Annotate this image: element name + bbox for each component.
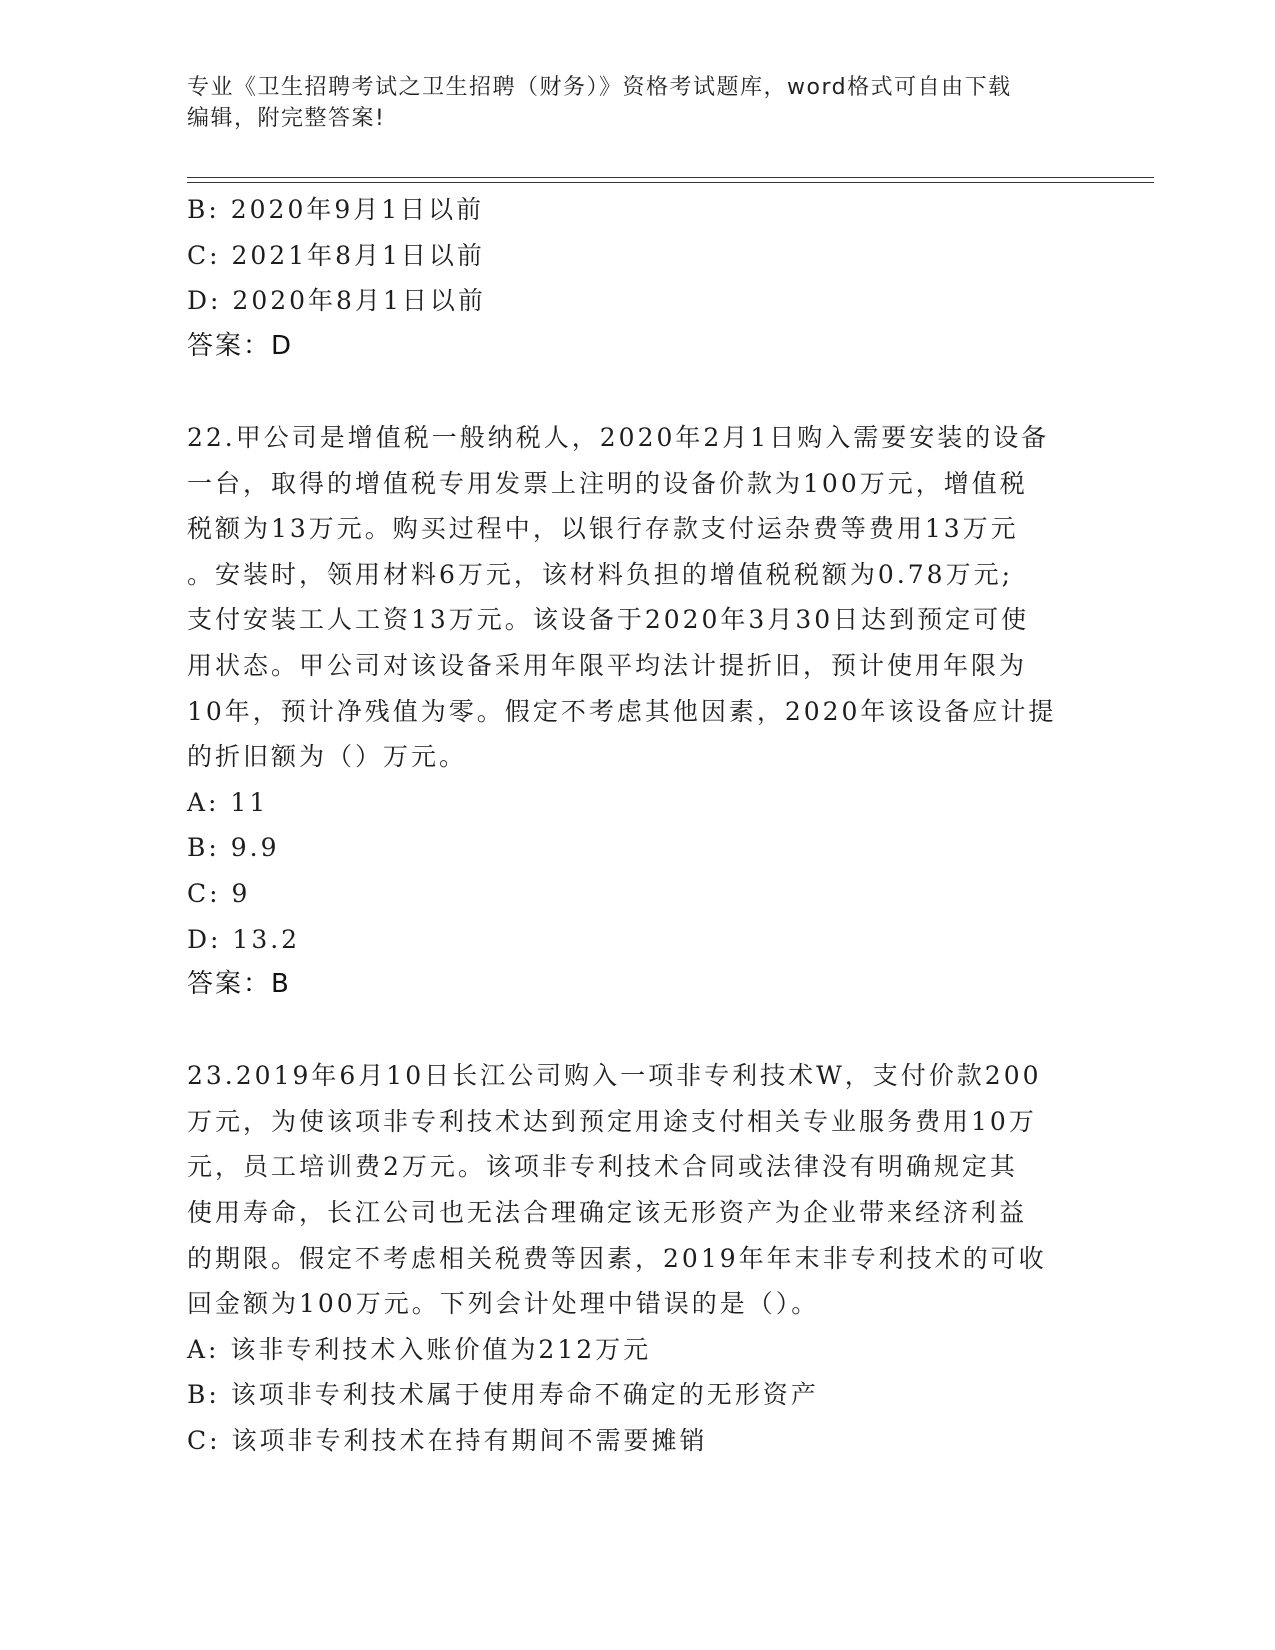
option-b: B: 9.9 — [187, 833, 280, 863]
header-line-2: 编辑，附完整答案! — [187, 106, 386, 131]
option-b: B: 该项非专利技术属于使用寿命不确定的无形资产 — [187, 1380, 819, 1410]
question-stem-line: 支付安装工人工资13万元。该设备于2020年3月30日达到预定可使 — [187, 605, 1030, 635]
question-stem-line: 万元，为使该项非专利技术达到预定用途支付相关专业服务费用10万 — [187, 1106, 1037, 1136]
document-body — [187, 187, 1087, 1464]
header-divider-top — [187, 177, 1154, 178]
question-stem-line: 23.2019年6月10日长江公司购入一项非专利技术W，支付价款200 — [187, 1061, 1042, 1091]
question-stem-line: 元，员工培训费2万元。该项非专利技术合同或法律没有明确规定其 — [187, 1152, 1018, 1182]
previous-question — [187, 187, 1087, 369]
question-stem-line: 回金额为100万元。下列会计处理中错误的是（）。 — [187, 1289, 820, 1319]
header-divider-bottom — [187, 182, 1154, 183]
question-stem-line: 用状态。甲公司对该设备采用年限平均法计提折旧，预计使用年限为 — [187, 650, 1028, 680]
question-stem-line: 使用寿命，长江公司也无法合理确定该无形资产为企业带来经济利益 — [187, 1198, 1028, 1228]
question-stem-line: 的期限。假定不考虑相关税费等因素，2019年年末非专利技术的可收 — [187, 1243, 1047, 1273]
blank-line — [187, 1008, 1087, 1054]
question-22 — [187, 415, 1087, 1008]
option-c: C: 该项非专利技术在持有期间不需要摊销 — [187, 1426, 708, 1456]
question-stem-line: 一台，取得的增值税专用发票上注明的设备价款为100万元，增值税 — [187, 468, 1028, 498]
blank-line — [187, 369, 1087, 415]
option-d: D: 2020年8月1日以前 — [187, 286, 486, 316]
option-c: C: 9 — [187, 878, 251, 908]
option-a: A: 11 — [187, 787, 269, 817]
option-b: B: 2020年9月1日以前 — [187, 195, 485, 224]
header-line-1: 专业《卫生招聘考试之卫生招聘（财务）》资格考试题库，word格式可自由下载 — [187, 75, 1012, 100]
option-c: C: 2021年8月1日以前 — [187, 240, 485, 270]
page-header — [187, 72, 1067, 134]
question-stem-line: 10年，预计净残值为零。假定不考虑其他因素，2020年该设备应计提 — [187, 696, 1057, 726]
question-23 — [187, 1053, 1087, 1463]
answer-label: 答案：B — [187, 969, 291, 1000]
question-stem-line: 的折旧额为（）万元。 — [187, 742, 468, 772]
question-stem-line: 税额为13万元。购买过程中，以银行存款支付运杂费等费用13万元 — [187, 514, 1019, 544]
answer-label: 答案：D — [187, 330, 294, 361]
option-d: D: 13.2 — [187, 924, 301, 954]
question-stem-line: 22.甲公司是增值税一般纳税人，2020年2月1日购入需要安装的设备 — [187, 422, 1050, 452]
option-a: A: 该非专利技术入账价值为212万元 — [187, 1334, 652, 1364]
question-stem-line: 。安装时，领用材料6万元，该材料负担的增值税税额为0.78万元; — [187, 559, 1013, 589]
